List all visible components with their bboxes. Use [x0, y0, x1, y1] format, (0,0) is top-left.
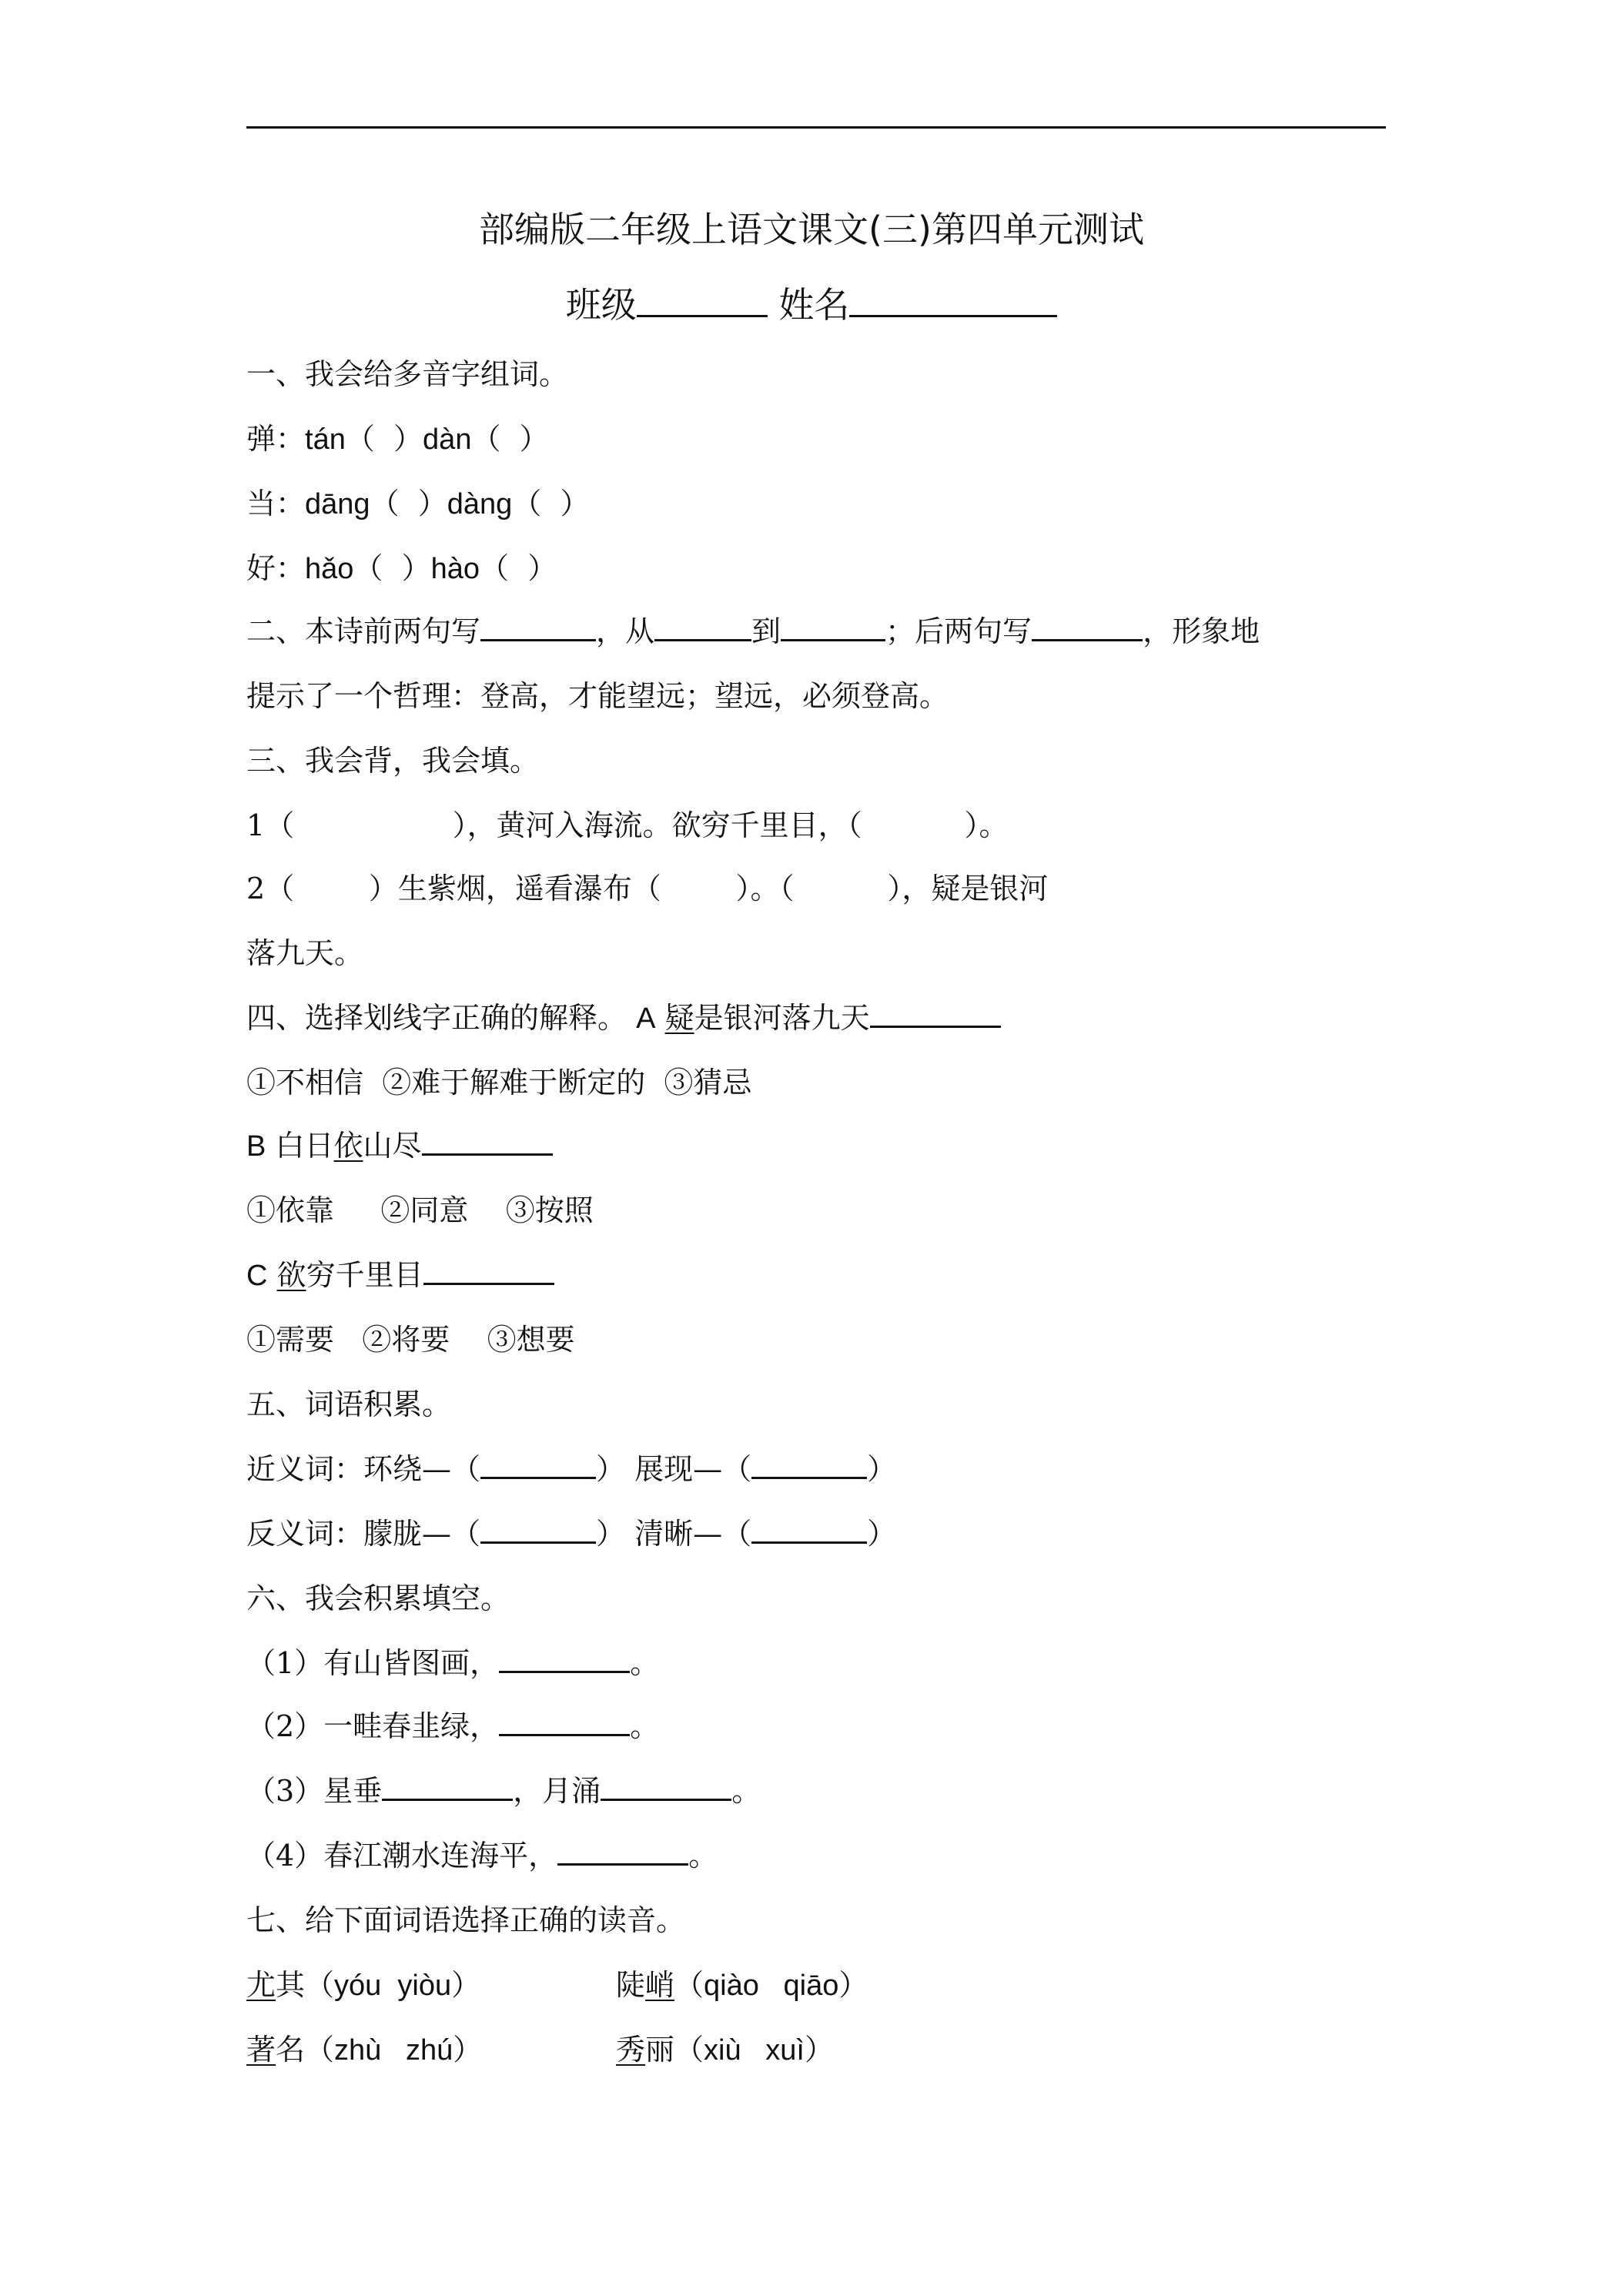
section6-heading: 六、我会积累填空。 — [246, 1581, 510, 1615]
answer-blank[interactable] — [654, 613, 751, 641]
answer-blank[interactable] — [480, 1451, 596, 1479]
answer-blank[interactable] — [382, 1772, 513, 1801]
answer-blank[interactable] — [557, 1837, 688, 1866]
poem-fill-1: 1（ ），黄河入海流。欲穷千里目，（ ）。 — [246, 808, 1009, 842]
answer-blank[interactable] — [751, 1451, 867, 1479]
polyphone-row: 弹：tán（ ）dàn（ ） — [246, 422, 549, 456]
section2-line2: 提示了一个哲理：登高，才能望远；望远，必须登高。 — [246, 679, 949, 713]
pronunciation-item: 著名（zhù zhú） — [246, 2033, 483, 2067]
class-label: 班级 — [565, 284, 637, 326]
pronunciation-item: 陡峭（qiào qiāo） — [616, 1968, 868, 2002]
fill-item: （4）春江潮水连海平， 。 — [246, 1839, 718, 1873]
section7-heading: 七、给下面词语选择正确的读音。 — [246, 1903, 686, 1937]
name-blank[interactable] — [849, 289, 1057, 317]
student-info-line — [0, 277, 1623, 328]
options-row: ①不相信 ②难于解难于断定的 ③猜忌 — [246, 1066, 752, 1099]
underlined-char: 疑 — [664, 1001, 694, 1035]
underlined-char: 秀 — [616, 2033, 646, 2067]
answer-blank[interactable] — [751, 1515, 867, 1544]
question-b: B 白日依山尽 — [246, 1127, 553, 1165]
answer-blank[interactable] — [870, 999, 1001, 1028]
question-c: C 欲穷千里目 — [246, 1257, 554, 1294]
antonym-row: 反义词：朦胧—（ ） 清晰—（ ） — [246, 1517, 897, 1551]
answer-blank[interactable] — [422, 1127, 553, 1156]
polyphone-row: 好：hǎo（ ）hào（ ） — [246, 551, 557, 585]
polyphone-row: 当：dāng（ ）dàng（ ） — [246, 487, 590, 520]
synonym-row: 近义词：环绕—（ ） 展现—（ ） — [246, 1452, 897, 1486]
name-label: 姓名 — [778, 284, 850, 326]
section1-heading: 一、我会给多音字组词。 — [246, 357, 569, 391]
section4-heading: 四、选择划线字正确的解释。 A 疑是银河落九天 — [246, 999, 1001, 1037]
answer-blank[interactable] — [480, 613, 596, 641]
answer-blank[interactable] — [601, 1772, 731, 1801]
pronunciation-item: 秀丽（xiù xuì） — [616, 2033, 834, 2067]
poem-fill-2-cont: 落九天。 — [246, 936, 364, 970]
options-row: ①依靠 ②同意 ③按照 — [246, 1193, 594, 1227]
underlined-char: 著 — [246, 2033, 276, 2067]
answer-blank[interactable] — [781, 613, 885, 641]
options-row: ①需要 ②将要 ③想要 — [246, 1323, 575, 1357]
answer-blank[interactable] — [423, 1257, 554, 1285]
underlined-char: 依 — [333, 1129, 363, 1163]
fill-item: （1）有山皆图画， 。 — [246, 1646, 660, 1680]
answer-blank[interactable] — [499, 1708, 630, 1736]
answer-blank[interactable] — [499, 1645, 630, 1673]
answer-blank[interactable] — [480, 1515, 596, 1544]
answer-blank[interactable] — [1032, 613, 1143, 641]
fill-item: （2）一畦春韭绿， 。 — [246, 1709, 660, 1743]
underlined-char: 欲 — [276, 1258, 306, 1292]
poem-fill-2: 2（ ）生紫烟，遥看瀑布（ ）。（ ），疑是银河 — [246, 872, 1049, 905]
class-blank[interactable] — [637, 289, 768, 317]
page-title: 部编版二年级上语文课文(三)第四单元测试 — [479, 209, 1144, 250]
pronunciation-item: 尤其（yóu yiòu） — [246, 1968, 481, 2002]
underlined-char: 尤 — [246, 1968, 276, 2002]
section2-line1: 二、本诗前两句写 ，从 到 ；后两句写 ，形象地 — [246, 614, 1260, 648]
underlined-char: 峭 — [645, 1968, 675, 2002]
section5-heading: 五、词语积累。 — [246, 1387, 452, 1421]
header-rule — [246, 126, 1386, 129]
fill-item: （3）星垂 ，月涌 。 — [246, 1774, 761, 1808]
section3-heading: 三、我会背，我会填。 — [246, 744, 540, 778]
